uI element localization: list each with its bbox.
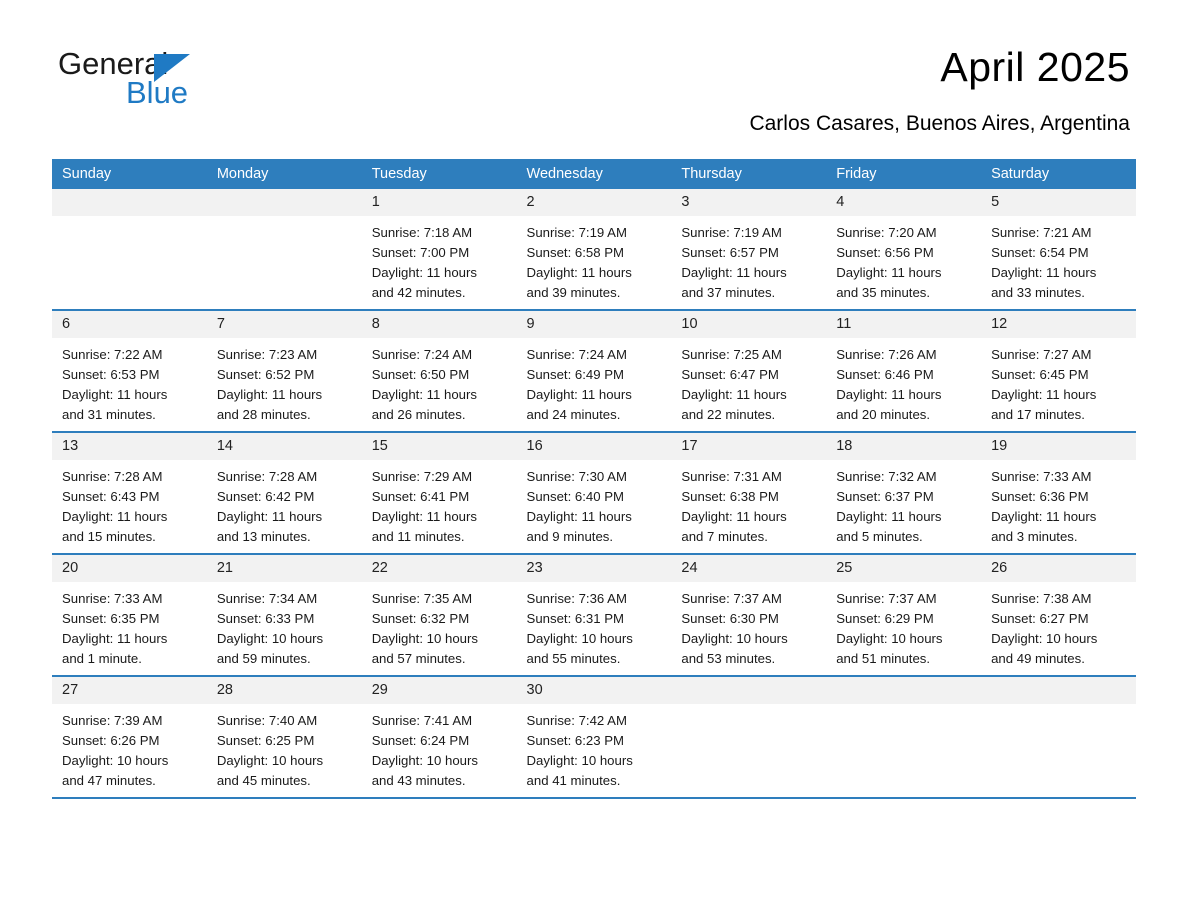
sunset-text: Sunset: 6:27 PM [991, 611, 1089, 626]
day-number [207, 189, 362, 216]
calendar-day-cell [207, 554, 362, 676]
calendar-day-cell [826, 432, 981, 554]
daylight-text-line1: Daylight: 11 hours [62, 387, 168, 402]
sunrise-text: Sunrise: 7:42 AM [526, 713, 627, 728]
day-number: 14 [207, 433, 362, 460]
sunset-text: Sunset: 6:35 PM [62, 611, 160, 626]
sunrise-text: Sunrise: 7:20 AM [836, 225, 937, 240]
sunrise-text: Sunrise: 7:22 AM [62, 347, 163, 362]
sunset-text: Sunset: 6:58 PM [526, 245, 625, 260]
daylight-text-line1: Daylight: 11 hours [216, 509, 323, 524]
daylight-text-line2: and 39 minutes. [526, 285, 621, 300]
sunset-text: Sunset: 6:25 PM [216, 733, 315, 748]
calendar-day-cell [517, 310, 672, 432]
calendar-day-cell [52, 189, 207, 310]
calendar-week-row [52, 310, 1136, 432]
daylight-text-line1: Daylight: 11 hours [836, 387, 942, 402]
day-number: 23 [517, 555, 672, 582]
daylight-text-line1: Daylight: 11 hours [681, 265, 787, 280]
calendar-day-cell [517, 189, 672, 310]
calendar-day-cell [671, 554, 826, 676]
calendar-day-cell [826, 310, 981, 432]
calendar-week-row [52, 676, 1136, 798]
calendar-day-cell [671, 310, 826, 432]
daylight-text-line2: and 42 minutes. [371, 285, 466, 300]
calendar-day-cell [207, 432, 362, 554]
weekday-header-thursday: Thursday [671, 159, 826, 189]
sunrise-text: Sunrise: 7:37 AM [681, 591, 782, 606]
sunset-text: Sunset: 6:36 PM [991, 489, 1089, 504]
day-info [517, 338, 672, 425]
day-number: 19 [981, 433, 1136, 460]
sunset-text: Sunset: 6:53 PM [62, 367, 160, 382]
sunset-text: Sunset: 6:52 PM [216, 367, 315, 382]
sunrise-text: Sunrise: 7:27 AM [991, 347, 1092, 362]
calendar-day-cell [362, 310, 517, 432]
calendar-day-cell [671, 432, 826, 554]
calendar-day-cell [981, 676, 1136, 798]
calendar-day-cell [981, 554, 1136, 676]
day-number [671, 677, 826, 704]
calendar-day-cell [517, 676, 672, 798]
calendar-day-cell [671, 676, 826, 798]
calendar-day-cell [207, 189, 362, 310]
day-info [362, 216, 517, 303]
day-info [52, 582, 207, 669]
day-number: 16 [517, 433, 672, 460]
sunrise-text: Sunrise: 7:24 AM [371, 347, 473, 362]
day-info [517, 704, 672, 791]
day-number: 6 [52, 311, 207, 338]
daylight-text-line1: Daylight: 10 hours [526, 631, 633, 646]
calendar-day-cell [52, 310, 207, 432]
day-info [52, 338, 207, 425]
daylight-text-line1: Daylight: 10 hours [371, 631, 478, 646]
daylight-text-line2: and 5 minutes. [836, 529, 923, 544]
calendar-day-cell [981, 432, 1136, 554]
daylight-text-line1: Daylight: 11 hours [216, 387, 323, 402]
day-info [671, 338, 826, 425]
daylight-text-line2: and 33 minutes. [991, 285, 1085, 300]
day-info [52, 704, 207, 791]
daylight-text-line2: and 20 minutes. [836, 407, 931, 422]
calendar-day-cell [52, 676, 207, 798]
sunrise-text: Sunrise: 7:24 AM [526, 347, 627, 362]
sunrise-text: Sunrise: 7:19 AM [526, 225, 627, 240]
day-number: 9 [517, 311, 672, 338]
day-number: 28 [207, 677, 362, 704]
day-number: 18 [826, 433, 981, 460]
day-info [362, 582, 517, 669]
daylight-text-line1: Daylight: 11 hours [62, 509, 168, 524]
triangle-icon [154, 54, 190, 82]
daylight-text-line2: and 57 minutes. [371, 651, 466, 666]
daylight-text-line1: Daylight: 10 hours [526, 753, 633, 768]
sunset-text: Sunset: 7:00 PM [371, 245, 470, 260]
weekday-header-saturday: Saturday [981, 159, 1136, 189]
sunset-text: Sunset: 6:50 PM [371, 367, 470, 382]
daylight-text-line2: and 59 minutes. [216, 651, 311, 666]
calendar-week-row [52, 554, 1136, 676]
sunset-text: Sunset: 6:26 PM [62, 733, 160, 748]
day-info [52, 460, 207, 547]
day-number [826, 677, 981, 704]
day-number: 2 [517, 189, 672, 216]
calendar-day-cell [981, 310, 1136, 432]
daylight-text-line2: and 55 minutes. [526, 651, 621, 666]
weekday-header-tuesday: Tuesday [362, 159, 517, 189]
daylight-text-line1: Daylight: 10 hours [216, 631, 324, 646]
daylight-text-line2: and 35 minutes. [836, 285, 931, 300]
daylight-text-line2: and 9 minutes. [526, 529, 614, 544]
generalblue-logo [58, 48, 258, 110]
calendar-day-cell [362, 189, 517, 310]
sunset-text: Sunset: 6:33 PM [216, 611, 315, 626]
day-number: 26 [981, 555, 1136, 582]
daylight-text-line2: and 24 minutes. [526, 407, 621, 422]
daylight-text-line2: and 47 minutes. [62, 773, 156, 788]
day-info [981, 338, 1136, 425]
daylight-text-line2: and 26 minutes. [371, 407, 466, 422]
page-title: April 2025 [940, 44, 1130, 90]
day-info [981, 216, 1136, 303]
daylight-text-line1: Daylight: 10 hours [991, 631, 1098, 646]
daylight-text-line2: and 7 minutes. [681, 529, 768, 544]
sunrise-text: Sunrise: 7:28 AM [62, 469, 163, 484]
daylight-text-line1: Daylight: 10 hours [681, 631, 788, 646]
calendar-day-cell [207, 676, 362, 798]
day-info [207, 460, 362, 547]
day-number: 5 [981, 189, 1136, 216]
daylight-text-line1: Daylight: 11 hours [526, 265, 632, 280]
day-number: 3 [671, 189, 826, 216]
sunrise-text: Sunrise: 7:33 AM [62, 591, 163, 606]
weekday-header-friday: Friday [826, 159, 981, 189]
sunset-text: Sunset: 6:29 PM [836, 611, 934, 626]
daylight-text-line2: and 1 minute. [62, 651, 142, 666]
daylight-text-line2: and 17 minutes. [991, 407, 1085, 422]
sunset-text: Sunset: 6:42 PM [216, 489, 315, 504]
daylight-text-line1: Daylight: 11 hours [62, 631, 168, 646]
daylight-text-line2: and 22 minutes. [681, 407, 776, 422]
sunrise-text: Sunrise: 7:36 AM [526, 591, 627, 606]
day-number: 1 [362, 189, 517, 216]
sunset-text: Sunset: 6:31 PM [526, 611, 625, 626]
daylight-text-line1: Daylight: 11 hours [991, 265, 1097, 280]
daylight-text-line2: and 28 minutes. [216, 407, 311, 422]
sunrise-text: Sunrise: 7:31 AM [681, 469, 782, 484]
day-info [826, 460, 981, 547]
daylight-text-line1: Daylight: 11 hours [991, 509, 1097, 524]
sunrise-text: Sunrise: 7:34 AM [216, 591, 318, 606]
day-info [362, 704, 517, 791]
sunrise-text: Sunrise: 7:18 AM [371, 225, 473, 240]
sunset-text: Sunset: 6:24 PM [371, 733, 470, 748]
weekday-header-monday: Monday [207, 159, 362, 189]
sunrise-text: Sunrise: 7:19 AM [681, 225, 782, 240]
daylight-text-line2: and 45 minutes. [216, 773, 311, 788]
month-calendar-table [52, 159, 1136, 799]
day-number: 17 [671, 433, 826, 460]
day-number: 24 [671, 555, 826, 582]
sunrise-text: Sunrise: 7:29 AM [371, 469, 473, 484]
daylight-text-line1: Daylight: 11 hours [991, 387, 1097, 402]
sunrise-text: Sunrise: 7:32 AM [836, 469, 937, 484]
day-number: 13 [52, 433, 207, 460]
day-number: 22 [362, 555, 517, 582]
calendar-body [52, 189, 1136, 798]
logo-text-blue: Blue [126, 75, 189, 110]
day-info [671, 216, 826, 303]
daylight-text-line1: Daylight: 11 hours [371, 265, 477, 280]
sunrise-text: Sunrise: 7:28 AM [216, 469, 318, 484]
page-subtitle-location: Carlos Casares, Buenos Aires, Argentina [749, 112, 1130, 135]
sunset-text: Sunset: 6:41 PM [371, 489, 470, 504]
sunset-text: Sunset: 6:54 PM [991, 245, 1089, 260]
sunset-text: Sunset: 6:37 PM [836, 489, 934, 504]
sunrise-text: Sunrise: 7:30 AM [526, 469, 627, 484]
sunset-text: Sunset: 6:45 PM [991, 367, 1089, 382]
sunrise-text: Sunrise: 7:38 AM [991, 591, 1092, 606]
calendar-day-cell [517, 432, 672, 554]
daylight-text-line1: Daylight: 10 hours [216, 753, 324, 768]
sunrise-text: Sunrise: 7:26 AM [836, 347, 937, 362]
sunrise-text: Sunrise: 7:37 AM [836, 591, 937, 606]
daylight-text-line1: Daylight: 11 hours [526, 387, 632, 402]
sunset-text: Sunset: 6:49 PM [526, 367, 625, 382]
sunrise-text: Sunrise: 7:21 AM [991, 225, 1092, 240]
day-info [671, 582, 826, 669]
day-info [826, 582, 981, 669]
day-info [671, 460, 826, 547]
weekday-header-wednesday: Wednesday [517, 159, 672, 189]
sunrise-text: Sunrise: 7:33 AM [991, 469, 1092, 484]
day-number: 10 [671, 311, 826, 338]
day-info [207, 582, 362, 669]
day-info [517, 216, 672, 303]
day-info [826, 338, 981, 425]
sunrise-text: Sunrise: 7:25 AM [681, 347, 782, 362]
day-info [981, 582, 1136, 669]
daylight-text-line2: and 51 minutes. [836, 651, 931, 666]
page-header [52, 0, 1136, 135]
daylight-text-line2: and 37 minutes. [681, 285, 776, 300]
daylight-text-line2: and 13 minutes. [216, 529, 311, 544]
sunset-text: Sunset: 6:56 PM [836, 245, 934, 260]
daylight-text-line2: and 43 minutes. [371, 773, 466, 788]
day-number: 30 [517, 677, 672, 704]
calendar-day-cell [52, 432, 207, 554]
day-number: 15 [362, 433, 517, 460]
sunrise-text: Sunrise: 7:35 AM [371, 591, 473, 606]
calendar-day-cell [981, 189, 1136, 310]
daylight-text-line1: Daylight: 11 hours [681, 387, 787, 402]
day-number: 20 [52, 555, 207, 582]
sunset-text: Sunset: 6:43 PM [62, 489, 160, 504]
day-info [362, 338, 517, 425]
sunrise-text: Sunrise: 7:23 AM [216, 347, 318, 362]
sunrise-text: Sunrise: 7:41 AM [371, 713, 473, 728]
day-number: 21 [207, 555, 362, 582]
day-number: 11 [826, 311, 981, 338]
daylight-text-line1: Daylight: 11 hours [681, 509, 787, 524]
sunset-text: Sunset: 6:47 PM [681, 367, 779, 382]
day-number: 12 [981, 311, 1136, 338]
daylight-text-line1: Daylight: 10 hours [371, 753, 478, 768]
day-info [517, 460, 672, 547]
day-info [207, 338, 362, 425]
day-info [981, 460, 1136, 547]
calendar-day-cell [517, 554, 672, 676]
daylight-text-line1: Daylight: 11 hours [836, 265, 942, 280]
daylight-text-line2: and 53 minutes. [681, 651, 776, 666]
daylight-text-line2: and 41 minutes. [526, 773, 621, 788]
calendar-day-cell [362, 432, 517, 554]
day-info [826, 216, 981, 303]
daylight-text-line1: Daylight: 11 hours [371, 387, 477, 402]
daylight-text-line2: and 11 minutes. [371, 529, 465, 544]
daylight-text-line1: Daylight: 10 hours [836, 631, 943, 646]
calendar-week-row [52, 189, 1136, 310]
day-number: 8 [362, 311, 517, 338]
calendar-week-row [52, 432, 1136, 554]
day-number: 7 [207, 311, 362, 338]
sunset-text: Sunset: 6:32 PM [371, 611, 470, 626]
weekday-header-sunday: Sunday [52, 159, 207, 189]
daylight-text-line1: Daylight: 11 hours [526, 509, 632, 524]
day-info [517, 582, 672, 669]
calendar-day-cell [362, 676, 517, 798]
calendar-day-cell [671, 189, 826, 310]
calendar-day-cell [207, 310, 362, 432]
calendar-day-cell [826, 189, 981, 310]
sunset-text: Sunset: 6:30 PM [681, 611, 779, 626]
calendar-day-cell [826, 676, 981, 798]
daylight-text-line1: Daylight: 11 hours [836, 509, 942, 524]
day-number [52, 189, 207, 216]
daylight-text-line1: Daylight: 11 hours [371, 509, 477, 524]
calendar-day-cell [826, 554, 981, 676]
sunrise-text: Sunrise: 7:39 AM [62, 713, 163, 728]
sunrise-text: Sunrise: 7:40 AM [216, 713, 318, 728]
daylight-text-line2: and 3 minutes. [991, 529, 1078, 544]
calendar-day-cell [362, 554, 517, 676]
day-number: 27 [52, 677, 207, 704]
day-info [207, 704, 362, 791]
day-number: 29 [362, 677, 517, 704]
daylight-text-line2: and 15 minutes. [62, 529, 156, 544]
sunset-text: Sunset: 6:23 PM [526, 733, 625, 748]
day-number: 4 [826, 189, 981, 216]
sunset-text: Sunset: 6:57 PM [681, 245, 779, 260]
daylight-text-line2: and 49 minutes. [991, 651, 1085, 666]
calendar-day-cell [52, 554, 207, 676]
daylight-text-line1: Daylight: 10 hours [62, 753, 169, 768]
sunset-text: Sunset: 6:40 PM [526, 489, 625, 504]
day-number [981, 677, 1136, 704]
sunset-text: Sunset: 6:46 PM [836, 367, 934, 382]
weekday-header-row [52, 159, 1136, 189]
day-number: 25 [826, 555, 981, 582]
daylight-text-line2: and 31 minutes. [62, 407, 156, 422]
day-info [362, 460, 517, 547]
logo-text-general: General [58, 46, 169, 81]
sunset-text: Sunset: 6:38 PM [681, 489, 779, 504]
